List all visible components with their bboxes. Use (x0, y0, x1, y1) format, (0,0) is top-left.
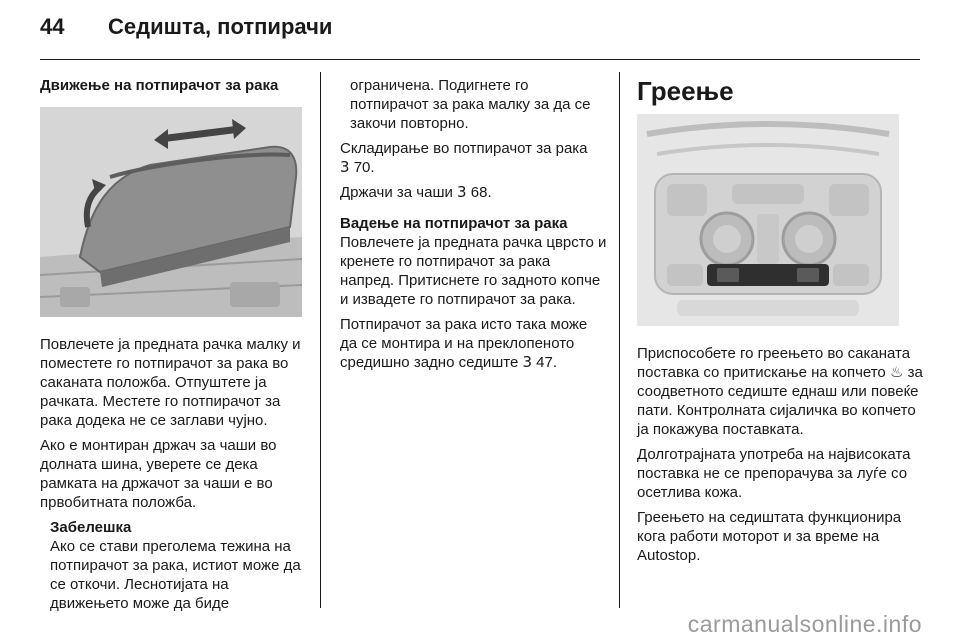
col3-paragraph-1: Приспособете го греењето во саканата поставка со притискање на копчето ♨ за соодветното седиште еднаш или повеќе пати. Контролната сијаличка во копчето ја покажува поставката. (637, 345, 923, 438)
col2-paragraph-2: Потпирачот за рака исто така може да се монтира и на преклопеното средишно задно седиште 3 47. (340, 316, 588, 371)
header-rule (40, 59, 920, 60)
column-1 (40, 76, 308, 613)
note-continuation: ограничена. Подигнете го потпирачот за рака малку за да се закочи повторно. (350, 77, 591, 132)
col3-paragraph-3: Греењето на седиштата функционира кога работи моторот и за време на Autostop. (637, 509, 902, 564)
heading-heating: Греење (637, 76, 734, 106)
watermark: carmanualsonline.info (687, 611, 922, 637)
page-header (40, 14, 332, 44)
note-block (40, 518, 308, 613)
page-ref-arrow-icon: 3 (522, 353, 533, 371)
column-divider-2 (619, 72, 620, 608)
page-title: Седишта, потпирачи (108, 14, 333, 39)
page-ref-arrow-icon: 3 (340, 158, 350, 176)
armrest-illustration (40, 107, 302, 317)
col1-paragraph-2: Ако е монтиран држач за чаши во долната шина, уверете се дека рамката на држачот за чаши е во првобитната положба. (40, 437, 277, 511)
subheading-removing-armrest: Вадење на потпирачот за рака (340, 215, 568, 232)
reference-cupholders: Држачи за чаши 3 68. (340, 183, 492, 201)
page-ref-arrow-icon: 3 (457, 183, 467, 201)
page-number: 44 (40, 14, 65, 39)
heating-controls-illustration (637, 114, 899, 326)
note-text: Ако се стави преголема тежина на потпирачот за рака, истиот може да се откочи. Леснотијата на движењето може да биде (50, 538, 301, 612)
col3-paragraph-2: Долготрајната употреба на највисоката поставка не се препорачува за луѓе со осетлива кожа. (637, 446, 911, 501)
seat-heating-icon: ♨ (889, 363, 904, 381)
column-2 (340, 76, 608, 378)
note-title: Забелешка (50, 519, 132, 536)
subheading-moving-armrest: Движење на потпирачот за рака (40, 77, 279, 94)
column-3 (637, 76, 927, 571)
col2-paragraph-1: Повлечете ја предната рачка цврсто и кренете го потпирачот за рака напред. Притиснете го задното копче и извадете го потпирачот за рака. (340, 234, 607, 308)
column-divider-1 (320, 72, 321, 608)
reference-storage: Складирање во потпирачот за рака 3 70. (340, 140, 588, 176)
col1-paragraph-1: Повлечете ја предната рачка малку и поместете го потпирачот за рака во саканата положба. Отпуштете ја рачката. Местете го потпирачот за рака додека не се заглави чујно. (40, 336, 301, 429)
